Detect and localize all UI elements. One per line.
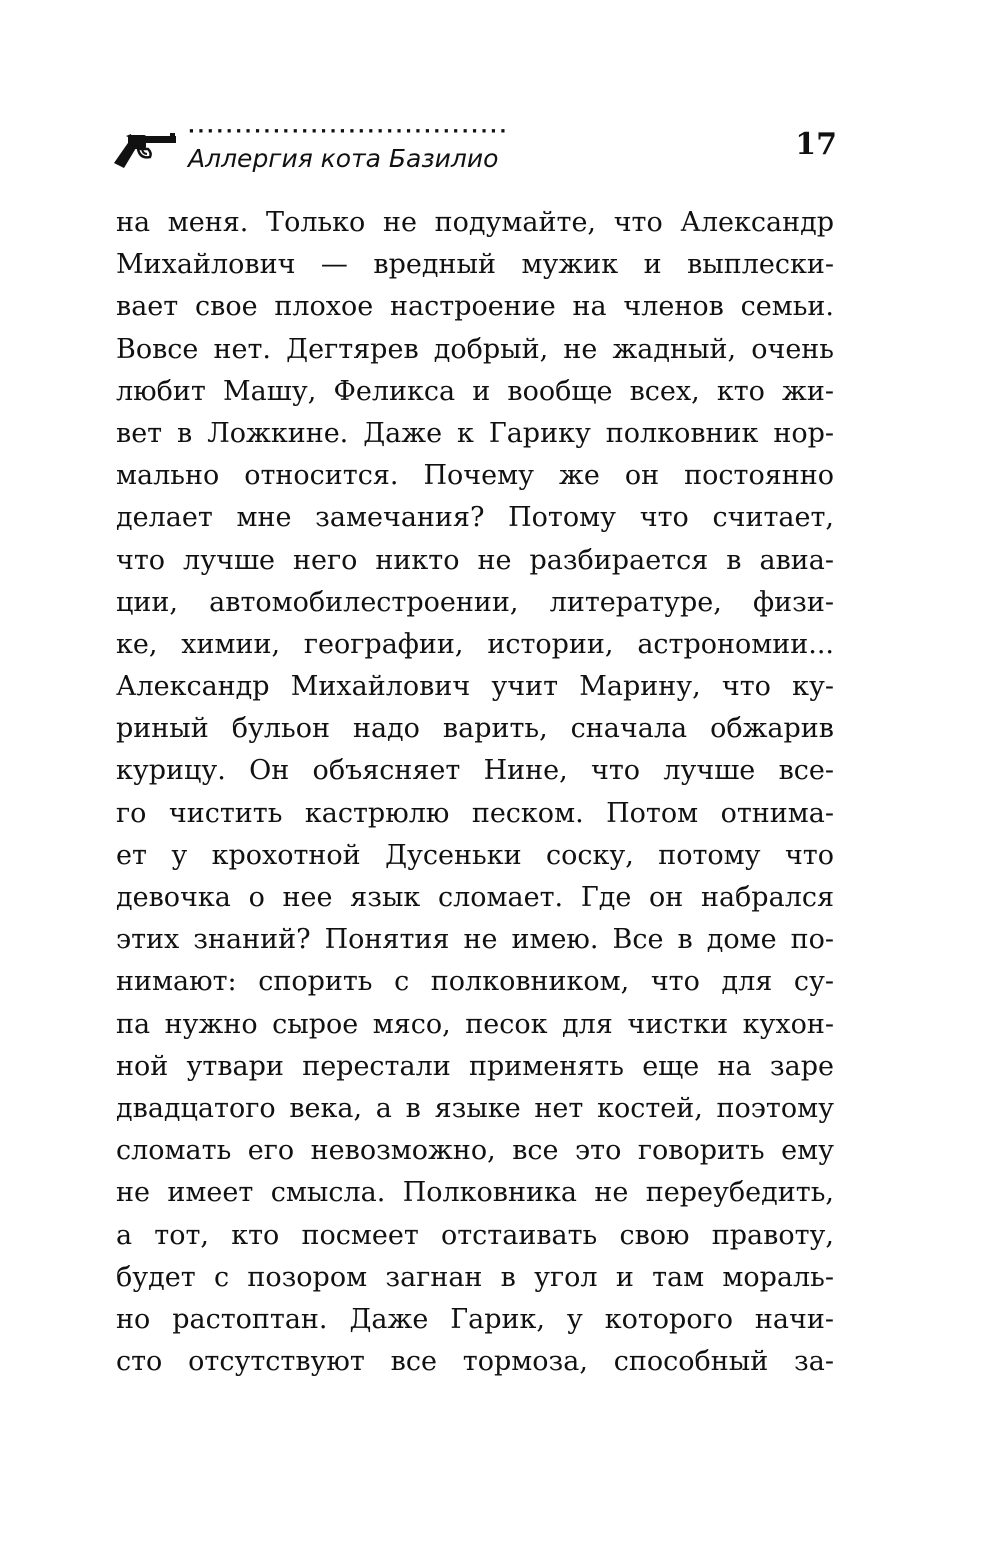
body-text	[116, 202, 834, 1383]
text-line: на меня. Только не подумайте, что Александр	[116, 207, 834, 238]
text-line: нимают: спорить с полковником, что для су-	[116, 966, 834, 998]
text-line: риный бульон надо варить, сначала обжарив	[116, 713, 834, 745]
header-dotted-rule: ··································	[188, 122, 509, 142]
text-line: делает мне замечания? Потому что считает,	[116, 502, 834, 534]
text-line: девочка о нее язык сломает. Где он набрался	[116, 882, 834, 913]
text-line: вает свое плохое настроение на членов семьи.	[116, 291, 834, 323]
text-line: а тот, кто посмеет отстаивать свою правоту,	[116, 1219, 834, 1251]
text-line: Михайлович — вредный мужик и выплески-	[116, 249, 834, 281]
text-line: любит Машу, Феликса и вообще всех, кто жи-	[116, 375, 834, 407]
text-line: Александр Михайлович учит Марину, что ку-	[116, 671, 834, 703]
page-number: 17	[795, 127, 837, 162]
text-line: будет с позором загнан в угол и там мораль-	[116, 1261, 834, 1293]
text-line: го чистить кастрюлю песком. Потом отнима-	[116, 797, 834, 829]
text-line: но растоптан. Даже Гарик, у которого начи-	[116, 1303, 834, 1335]
text-line: этих знаний? Понятия не имею. Все в доме по-	[116, 924, 834, 956]
revolver-icon	[112, 130, 178, 170]
text-line: что лучше него никто не разбирается в авиа-	[116, 544, 834, 576]
text-line: мально относится. Почему же он постоянно	[116, 460, 834, 492]
text-line: ной утвари перестали применять еще на заре	[116, 1050, 834, 1082]
text-line: сломать его невозможно, все это говорить ему	[116, 1135, 834, 1167]
text-line: Вовсе нет. Дегтярев добрый, не жадный, очень	[116, 333, 834, 365]
text-line: двадцатого века, а в языке нет костей, поэтому	[116, 1092, 834, 1124]
running-header	[112, 122, 837, 182]
text-line: не имеет смысла. Полковника не переубедить,	[116, 1177, 834, 1209]
text-line: сто отсутствуют все тормоза, способный за-	[116, 1346, 834, 1378]
text-line: курицу. Он объясняет Нине, что лучше все-	[116, 755, 834, 787]
text-line: ции, автомобилестроении, литературе, физи-	[116, 586, 834, 618]
text-line: ет у крохотной Дусеньки соску, потому что	[116, 839, 834, 871]
text-line: ке, химии, географии, истории, астрономии...	[116, 628, 834, 660]
text-line: па нужно сырое мясо, песок для чистки кухон-	[116, 1008, 834, 1040]
running-title: Аллергия кота Базилио	[188, 144, 499, 173]
text-line: вет в Ложкине. Даже к Гарику полковник нор-	[116, 417, 834, 449]
